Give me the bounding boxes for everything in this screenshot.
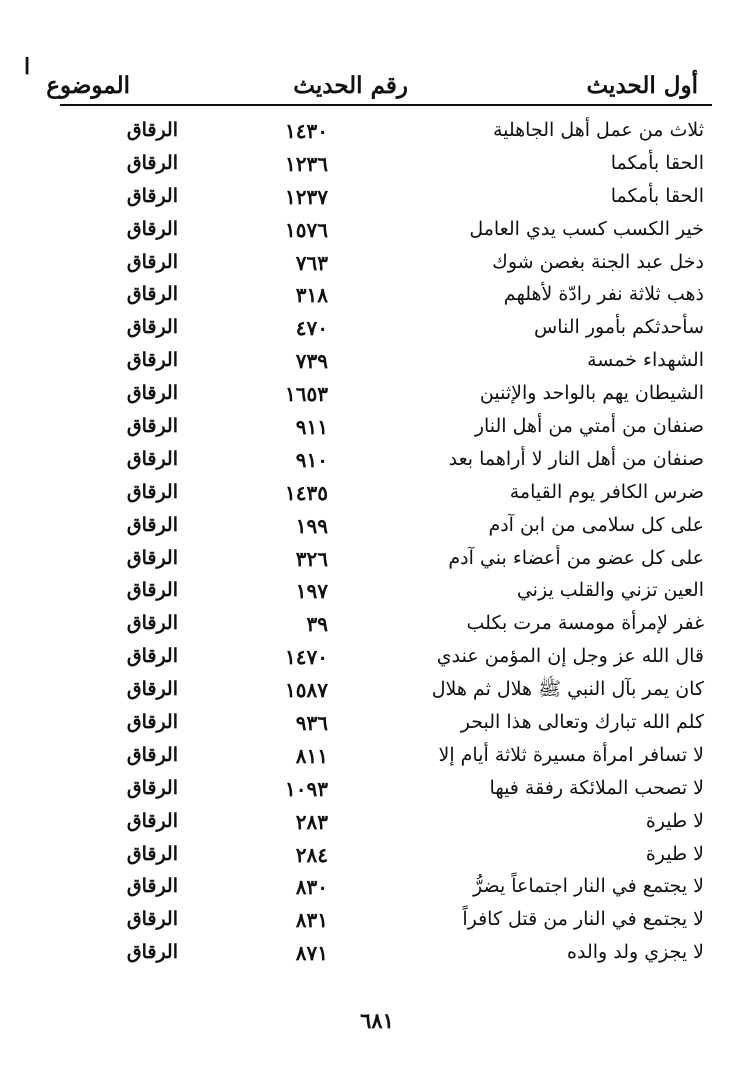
hadith-topic: الرقاق: [126, 875, 178, 898]
hadith-opening: لا يجتمع في النار من قتل كافراً: [462, 908, 704, 931]
hadith-number: ٧٦٣: [295, 250, 328, 275]
table-body: [60, 114, 712, 969]
hadith-opening: ذهب ثلاثة نفر رادّة لأهلهم: [503, 283, 704, 306]
table-row: [60, 706, 712, 739]
table-row: [60, 476, 712, 509]
hadith-topic: الرقاق: [126, 809, 178, 832]
table-row: [60, 870, 712, 903]
table-row: [60, 377, 712, 410]
hadith-opening: لا يجزي ولد والده: [567, 941, 704, 964]
hadith-topic: الرقاق: [126, 382, 178, 405]
hadith-topic: الرقاق: [126, 546, 178, 569]
hadith-topic: الرقاق: [126, 743, 178, 766]
hadith-opening: غفر لإمرأة مومسة مرت بكلب: [466, 612, 704, 635]
table-row: [60, 542, 712, 575]
hadith-opening: على كل عضو من أعضاء بني آدم: [448, 546, 704, 569]
hadith-number: ١٩٩: [295, 513, 328, 538]
hadith-topic: الرقاق: [126, 711, 178, 734]
hadith-number: ٨٣١: [295, 908, 328, 933]
hadith-index-table: [46, 66, 712, 969]
header-topic: الموضوع: [46, 72, 130, 99]
table-row: [60, 147, 712, 180]
hadith-opening: كلم الله تبارك وتعالى هذا البحر: [460, 711, 704, 734]
hadith-number: ١٥٧٦: [285, 217, 328, 242]
table-row: [60, 640, 712, 673]
hadith-opening: لا طيرة: [645, 842, 704, 865]
hadith-topic: الرقاق: [126, 612, 178, 635]
hadith-number: ١٠٩٣: [285, 776, 328, 801]
table-row: [60, 443, 712, 476]
hadith-number: ٧٣٩: [295, 349, 328, 374]
hadith-number: ١٤٧٠: [285, 645, 328, 670]
hadith-opening: سأحدثكم بأمور الناس: [534, 316, 704, 339]
hadith-topic: الرقاق: [126, 415, 178, 438]
hadith-number: ١٩٧: [295, 579, 328, 604]
hadith-opening: على كل سلامى من ابن آدم: [488, 513, 704, 536]
hadith-topic: الرقاق: [126, 447, 178, 470]
table-row: [60, 246, 712, 279]
table-row: [60, 509, 712, 542]
hadith-topic: الرقاق: [126, 579, 178, 602]
hadith-number: ٢٨٤: [295, 842, 328, 867]
hadith-opening: لا طيرة: [645, 809, 704, 832]
hadith-topic: الرقاق: [126, 678, 178, 701]
hadith-number: ٩٣٦: [295, 711, 328, 736]
hadith-opening: صنفان من أمتي من أهل النار: [474, 415, 704, 438]
hadith-topic: الرقاق: [126, 513, 178, 536]
table-row: [60, 805, 712, 838]
table-row: [60, 213, 712, 246]
hadith-opening: قال الله عز وجل إن المؤمن عندي: [436, 645, 704, 668]
hadith-opening: لا تسافر امرأة مسيرة ثلاثة أيام إلا: [438, 743, 704, 766]
hadith-opening: خير الكسب كسب يدي العامل: [469, 217, 704, 240]
hadith-topic: الرقاق: [126, 316, 178, 339]
hadith-number: ١٢٣٧: [285, 184, 328, 209]
hadith-number: ١٤٣٥: [285, 480, 328, 505]
hadith-number: ٨٣٠: [295, 875, 328, 900]
table-row: [60, 114, 712, 147]
hadith-opening: كان يمر بآل النبي ﷺ هلال ثم هلال: [431, 678, 704, 701]
hadith-number: ٣٢٦: [295, 546, 328, 571]
hadith-opening: الحقا بأمكما: [610, 151, 704, 174]
hadith-topic: الرقاق: [126, 776, 178, 799]
table-row: [60, 278, 712, 311]
table-row: [60, 311, 712, 344]
hadith-opening: صنفان من أهل النار لا أراهما بعد: [448, 447, 704, 470]
hadith-number: ١٦٥٣: [285, 382, 328, 407]
hadith-number: ١٥٨٧: [285, 678, 328, 703]
hadith-topic: الرقاق: [126, 119, 178, 141]
hadith-topic: الرقاق: [126, 941, 178, 964]
hadith-topic: الرقاق: [126, 480, 178, 503]
hadith-number: ١٢٣٦: [285, 151, 328, 176]
table-row: [60, 772, 712, 805]
hadith-opening: العين تزني والقلب يزني: [516, 579, 704, 602]
corner-mark: ا: [24, 54, 31, 80]
hadith-opening: الشهداء خمسة: [587, 349, 704, 372]
hadith-topic: الرقاق: [126, 250, 178, 273]
table-row: [60, 410, 712, 443]
hadith-topic: الرقاق: [126, 349, 178, 372]
hadith-number: ٩١٠: [295, 447, 328, 472]
header-hadith-number: رقم الحديث: [293, 72, 408, 99]
hadith-topic: الرقاق: [126, 283, 178, 306]
hadith-topic: الرقاق: [126, 908, 178, 931]
table-row: [60, 739, 712, 772]
hadith-number: ٢٨٣: [295, 809, 328, 834]
hadith-number: ٩١١: [295, 415, 328, 440]
hadith-opening: الشيطان يهم بالواحد والإثنين: [479, 382, 704, 405]
hadith-opening: لا يجتمع في النار اجتماعاً يضرُّ: [472, 875, 704, 898]
hadith-number: ٣١٨: [295, 283, 328, 308]
hadith-number: ٣٩: [306, 612, 328, 637]
hadith-topic: الرقاق: [126, 184, 178, 207]
hadith-opening: لا تصحب الملائكة رفقة فيها: [489, 776, 704, 799]
table-row: [60, 903, 712, 936]
hadith-topic: الرقاق: [126, 217, 178, 240]
table-header: [46, 66, 712, 106]
hadith-opening: ثلاث من عمل أهل الجاهلية: [492, 119, 704, 141]
hadith-number: ٨٧١: [295, 941, 328, 966]
hadith-topic: الرقاق: [126, 842, 178, 865]
hadith-opening: الحقا بأمكما: [610, 184, 704, 207]
hadith-opening: دخل عبد الجنة بغصن شوك: [492, 250, 704, 273]
table-row: [60, 673, 712, 706]
table-row: [60, 936, 712, 969]
hadith-opening: ضرس الكافر يوم القيامة: [509, 480, 704, 503]
hadith-number: ٤٧٠: [295, 316, 328, 341]
hadith-topic: الرقاق: [126, 645, 178, 668]
table-row: [60, 838, 712, 871]
table-row: [60, 180, 712, 213]
hadith-topic: الرقاق: [126, 151, 178, 174]
table-row: [60, 344, 712, 377]
table-row: [60, 574, 712, 607]
header-first-words: أول الحديث: [586, 72, 698, 99]
table-row: [60, 607, 712, 640]
hadith-number: ١٤٣٠: [285, 119, 328, 143]
hadith-number: ٨١١: [295, 743, 328, 768]
page-number: ٦٨١: [360, 1008, 394, 1033]
